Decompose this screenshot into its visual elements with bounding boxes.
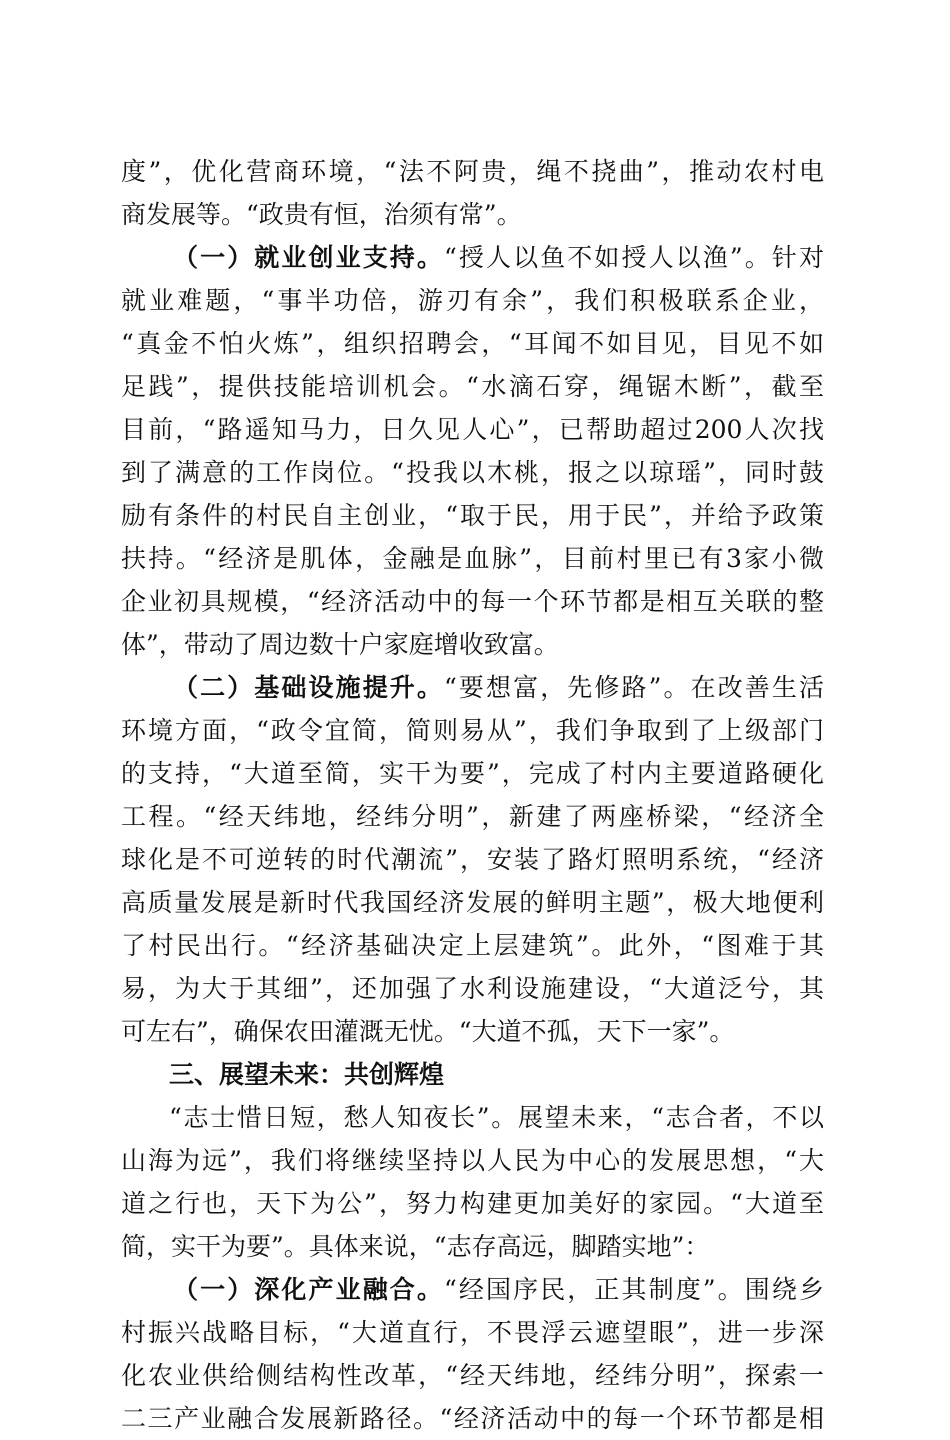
section-line (121, 666, 824, 709)
chapter-heading: 三、展望未来：共创辉煌 (169, 1060, 445, 1089)
paragraph-line: 就业难题，“事半功倍，游刃有余”，我们积极联系企业， (121, 286, 824, 315)
section-heading: （二）基础设施提升。 (173, 673, 445, 702)
paragraph-line: 环境方面，“政令宜简，简则易从”，我们争取到了上级部门 (121, 716, 824, 745)
paragraph-line: 道之行也，天下为公”，努力构建更加美好的家园。“大道至 (121, 1189, 824, 1218)
section-line (121, 1268, 824, 1311)
paragraph-line: 二三产业融合发展新路径。“经济活动中的每一个环节都是相 (121, 1404, 824, 1433)
paragraph-line: 度”，优化营商环境，“法不阿贵，绳不挠曲”，推动农村电 (121, 157, 824, 186)
paragraph-line: 可左右”，确保农田灌溉无忧。“大道不孤，天下一家”。 (121, 1017, 735, 1046)
paragraph-line: “志士惜日短，愁人知夜长”。展望未来，“志合者，不以 (169, 1103, 824, 1132)
paragraph-line: 扶持。“经济是肌体，金融是血脉”，目前村里已有3家小微 (121, 544, 824, 573)
paragraph-line: 村振兴战略目标，“大道直行，不畏浮云遮望眼”，进一步深 (121, 1318, 824, 1347)
paragraph-line: 了村民出行。“经济基础决定上层建筑”。此外，“图难于其 (121, 931, 824, 960)
paragraph-line: “真金不怕火炼”，组织招聘会，“耳闻不如目见，目见不如 (121, 329, 824, 358)
paragraph-line: 山海为远”，我们将继续坚持以人民为中心的发展思想，“大 (121, 1146, 824, 1175)
paragraph-line: 目前，“路遥知马力，日久见人心”，已帮助超过200人次找 (121, 415, 824, 444)
document-page (121, 150, 824, 1440)
paragraph-line: 化农业供给侧结构性改革，“经天纬地，经纬分明”，探索一 (121, 1361, 824, 1390)
section-heading: （一）就业创业支持。 (173, 243, 445, 272)
section-text: “经国序民，正其制度”。围绕乡 (444, 1275, 824, 1304)
paragraph-line: 工程。“经天纬地，经纬分明”，新建了两座桥梁，“经济全 (121, 802, 824, 831)
paragraph-line: 到了满意的工作岗位。“投我以木桃，报之以琼瑶”，同时鼓 (121, 458, 824, 487)
section-text: “要想富，先修路”。在改善生活 (444, 673, 824, 702)
paragraph-line: 企业初具规模，“经济活动中的每一个环节都是相互关联的整 (121, 587, 824, 616)
paragraph-line: 商发展等。“政贵有恒，治须有常”。 (121, 200, 522, 229)
paragraph-line: 励有条件的村民自主创业，“取于民，用于民”，并给予政策 (121, 501, 824, 530)
section-line (121, 236, 824, 279)
paragraph-line: 体”，带动了周边数十户家庭增收致富。 (121, 630, 559, 659)
paragraph-line: 简，实干为要”。具体来说，“志存高远，脚踏实地”： (121, 1232, 710, 1261)
paragraph-line: 高质量发展是新时代我国经济发展的鲜明主题”，极大地便利 (121, 888, 824, 917)
paragraph-line: 易，为大于其细”，还加强了水利设施建设，“大道泛兮，其 (121, 974, 824, 1003)
paragraph-line: 的支持，“大道至简，实干为要”，完成了村内主要道路硬化 (121, 759, 824, 788)
paragraph-line: 球化是不可逆转的时代潮流”，安装了路灯照明系统，“经济 (121, 845, 824, 874)
paragraph-line: 足践”，提供技能培训机会。“水滴石穿，绳锯木断”，截至 (121, 372, 824, 401)
section-heading: （一）深化产业融合。 (173, 1275, 445, 1304)
section-text: “授人以鱼不如授人以渔”。针对 (444, 243, 824, 272)
